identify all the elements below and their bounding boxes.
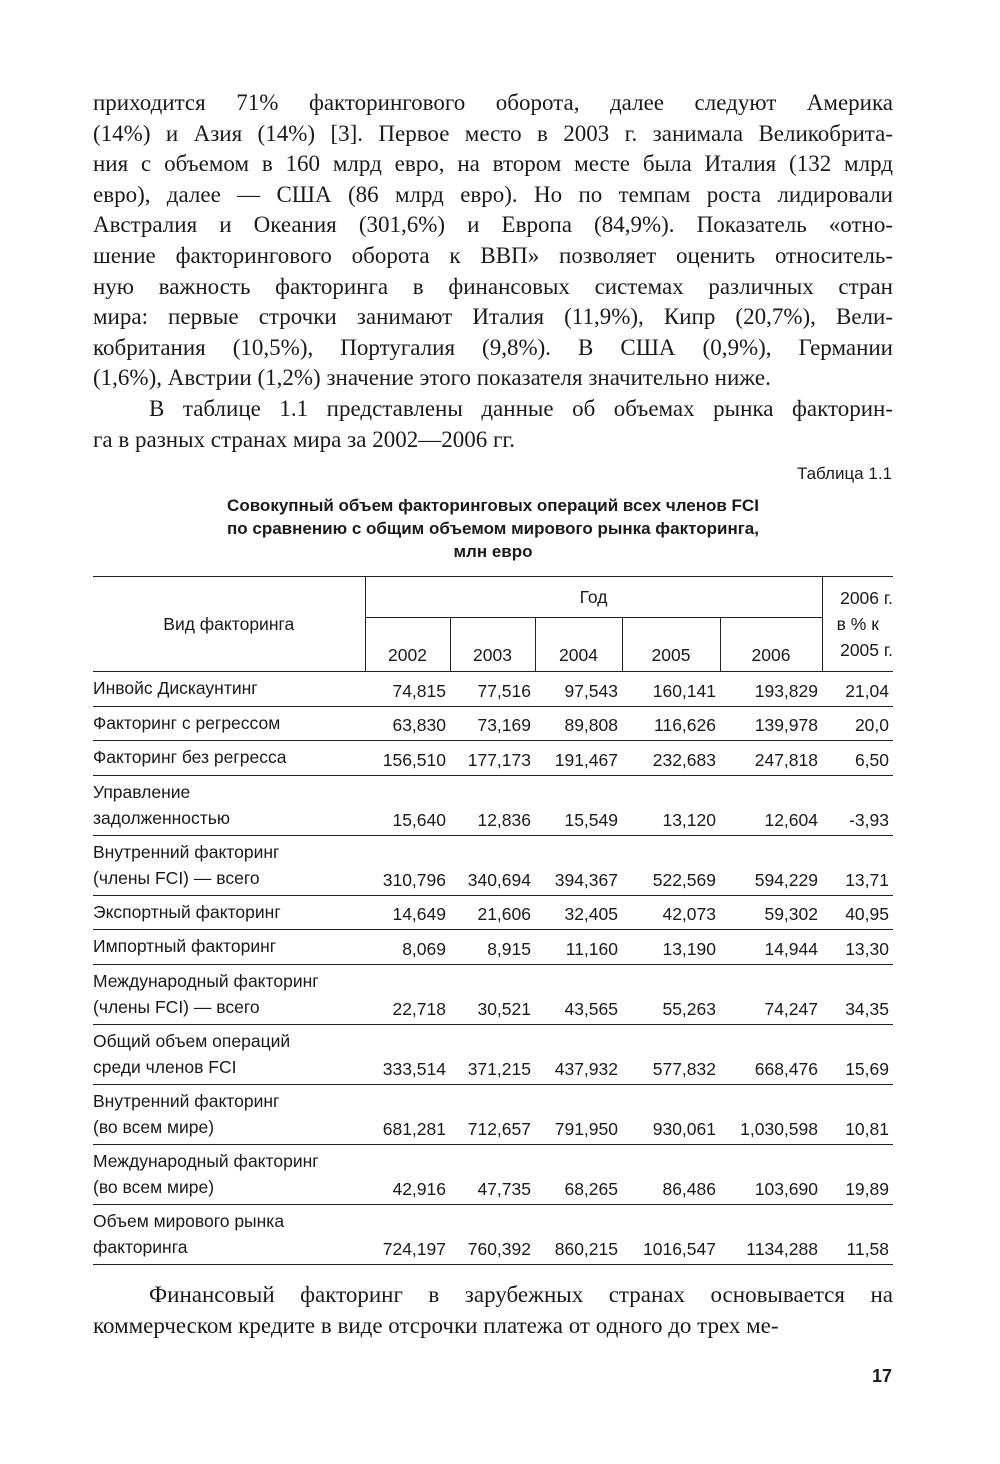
value-cell: 42,916 xyxy=(392,1178,446,1199)
body-paragraph-1 xyxy=(93,88,893,394)
value-cell: 1,030,598 xyxy=(740,1118,818,1139)
value-cell: 15,549 xyxy=(564,809,618,830)
value-cell: 791,950 xyxy=(554,1118,618,1139)
table-row xyxy=(93,706,893,741)
value-cell: 8,069 xyxy=(402,938,446,959)
table-title-line: Совокупный объем факторинговых операций всех членов FCI xyxy=(227,496,759,515)
value-cell: 860,215 xyxy=(554,1238,618,1259)
value-cell: 333,514 xyxy=(382,1058,446,1079)
table-row xyxy=(93,895,893,930)
table-title-line: млн евро xyxy=(453,542,533,561)
value-cell: 42,073 xyxy=(662,904,716,924)
value-cell: 371,215 xyxy=(467,1058,531,1079)
value-cell: 191,467 xyxy=(554,749,618,770)
value-cell: 32,405 xyxy=(564,904,618,924)
value-cell: 55,263 xyxy=(662,998,716,1019)
page-number: 17 xyxy=(871,1366,892,1386)
row-label-line: Внутренний факторинг xyxy=(93,1090,280,1111)
text-line: ния с объемом в 160 млрд евро, на втором месте была Италия (132 млрд xyxy=(93,151,893,177)
value-cell: 310,796 xyxy=(382,869,446,890)
row-label-line: Объем мирового рынка xyxy=(93,1210,285,1231)
value-cell: 13,120 xyxy=(662,809,716,830)
value-cell: 89,808 xyxy=(564,715,618,735)
row-label xyxy=(93,672,365,707)
header-pct-line: в % к xyxy=(836,614,879,634)
row-label xyxy=(93,1084,365,1144)
pct-cell: 10,81 xyxy=(845,1118,889,1139)
value-cell: 724,197 xyxy=(382,1238,446,1259)
table-row xyxy=(93,672,893,707)
factoring-table xyxy=(93,576,893,1265)
header-pct-line: 2006 г. xyxy=(840,588,893,608)
header-type: Вид факторинга xyxy=(93,577,365,672)
row-label-line: Экспортный факторинг xyxy=(93,901,281,922)
value-cell: 681,281 xyxy=(382,1118,446,1139)
pct-cell: 34,35 xyxy=(845,998,889,1019)
row-label xyxy=(93,930,365,965)
text-line: га в разных странах мира за 2002—2006 гг. xyxy=(93,426,515,452)
value-cell: 340,694 xyxy=(467,869,531,890)
value-cell: 232,683 xyxy=(652,749,716,770)
text-line: шение факторингового оборота к ВВП» позволяет оценить относитель- xyxy=(93,242,893,268)
value-cell: 13,190 xyxy=(662,938,716,959)
text-line: приходится 71% факторингового оборота, далее следуют Америка xyxy=(93,90,893,115)
value-cell: 394,367 xyxy=(554,869,618,890)
value-cell: 59,302 xyxy=(764,904,818,924)
value-cell: 12,604 xyxy=(764,809,818,830)
pct-cell: 11,58 xyxy=(846,1238,889,1259)
table-row xyxy=(93,775,893,835)
table-row xyxy=(93,741,893,776)
value-cell: 14,944 xyxy=(764,938,818,959)
row-label-line: Факторинг с регрессом xyxy=(93,712,281,733)
value-cell: 86,486 xyxy=(662,1178,716,1199)
row-label-line: Управление xyxy=(93,781,191,802)
year-header-2002: 2002 xyxy=(365,618,450,672)
value-cell: 712,657 xyxy=(467,1118,531,1139)
row-label xyxy=(93,741,365,776)
row-label-line: (члены FCI) — всего xyxy=(93,996,260,1017)
pct-cell: 6,50 xyxy=(854,749,889,770)
row-label-line: Общий объем операций xyxy=(93,1030,291,1051)
value-cell: 437,932 xyxy=(554,1058,618,1079)
table-row xyxy=(93,1204,893,1264)
row-label-line: Импортный факторинг xyxy=(93,936,277,956)
text-line: коммерческом кредите в виде отсрочки платежа от одного до трех ме- xyxy=(93,1312,779,1338)
value-cell: 160,141 xyxy=(652,680,716,701)
row-label xyxy=(93,1024,365,1084)
row-label xyxy=(93,895,365,930)
value-cell: 103,690 xyxy=(754,1178,818,1199)
body-paragraph-3 xyxy=(93,1280,893,1341)
table-title-line: по сравнению с общим объемом мирового рынка факторинга, xyxy=(227,519,759,538)
text-line: кобритания (10,5%), Португалия (9,8%). В США (0,9%), Германии xyxy=(93,334,893,360)
row-label-line: (члены FCI) — всего xyxy=(93,867,260,888)
table-row xyxy=(93,964,893,1024)
value-cell: 177,173 xyxy=(467,749,531,770)
row-label-line: Инвойс Дискаунтинг xyxy=(93,678,258,698)
value-cell: 522,569 xyxy=(652,869,716,890)
value-cell: 14,649 xyxy=(392,904,446,924)
value-cell: 577,832 xyxy=(652,1058,716,1079)
row-label xyxy=(93,1204,365,1264)
text-line: ную важность факторинга в финансовых системах различных стран xyxy=(93,273,893,299)
value-cell: 930,061 xyxy=(652,1118,716,1139)
value-cell: 22,718 xyxy=(392,998,446,1019)
row-label xyxy=(93,964,365,1024)
year-header-2006: 2006 xyxy=(720,618,822,672)
body-paragraph-2 xyxy=(93,394,893,455)
text-line: Австралия и Океания (301,6%) и Европа (84,9%). Показатель «отно- xyxy=(93,212,893,238)
value-cell: 73,169 xyxy=(477,715,531,735)
row-label-line: задолженностью xyxy=(93,807,231,828)
year-header-2005: 2005 xyxy=(622,618,720,672)
text-line: мира: первые строчки занимают Италия (11,9%), Кипр (20,7%), Вели- xyxy=(93,304,893,330)
header-pct-line: 2005 г. xyxy=(840,640,893,660)
header-year: Год xyxy=(365,577,822,618)
header-pct xyxy=(822,577,893,672)
row-label-line: Международный факторинг xyxy=(93,1150,319,1171)
text-line: евро), далее — США (86 млрд евро). Но по темпам роста лидировали xyxy=(93,181,893,207)
row-label-line: Факторинг без регресса xyxy=(93,747,287,767)
value-cell: 1016,547 xyxy=(643,1238,716,1259)
value-cell: 12,836 xyxy=(477,809,531,830)
row-label-line: факторинга xyxy=(93,1236,188,1257)
pct-cell: 20,0 xyxy=(854,715,889,735)
row-label-line: Международный факторинг xyxy=(93,970,319,991)
value-cell: 11,160 xyxy=(565,938,618,959)
pct-cell: 19,89 xyxy=(845,1178,889,1199)
row-label xyxy=(93,1144,365,1204)
value-cell: 139,978 xyxy=(754,715,818,735)
value-cell: 43,565 xyxy=(564,998,618,1019)
row-label xyxy=(93,706,365,741)
table-row xyxy=(93,1084,893,1144)
value-cell: 74,815 xyxy=(392,680,446,701)
pct-cell: 13,71 xyxy=(845,869,889,890)
text-line: (1,6%), Австрии (1,2%) значение этого показателя значительно ниже. xyxy=(93,365,771,391)
pct-cell: 15,69 xyxy=(845,1058,889,1079)
row-label-line: Внутренний факторинг xyxy=(93,841,280,862)
value-cell: 30,521 xyxy=(477,998,531,1019)
value-cell: 97,543 xyxy=(564,680,618,701)
table-title xyxy=(93,494,893,563)
value-cell: 8,915 xyxy=(487,938,531,959)
table-number: Таблица 1.1 xyxy=(796,464,892,483)
value-cell: 247,818 xyxy=(754,749,818,770)
table-row xyxy=(93,1144,893,1204)
pct-cell: 13,30 xyxy=(845,938,889,959)
row-label-line: (во всем мире) xyxy=(93,1116,215,1137)
value-cell: 77,516 xyxy=(477,680,531,701)
year-header-2003: 2003 xyxy=(450,618,535,672)
value-cell: 668,476 xyxy=(754,1058,818,1079)
table-row xyxy=(93,930,893,965)
pct-cell: 21,04 xyxy=(845,680,889,701)
text-line: В таблице 1.1 представлены данные об объемах рынка факторин- xyxy=(149,396,893,421)
value-cell: 21,606 xyxy=(477,904,531,924)
table-row xyxy=(93,1024,893,1084)
value-cell: 15,640 xyxy=(392,809,446,830)
value-cell: 63,830 xyxy=(392,715,446,735)
pct-cell: 40,95 xyxy=(845,904,889,924)
text-line: Финансовый факторинг в зарубежных странах основывается на xyxy=(149,1282,893,1307)
year-header-2004: 2004 xyxy=(535,618,622,672)
row-label-line: (во всем мире) xyxy=(93,1176,215,1197)
row-label-line: среди членов FCI xyxy=(93,1056,237,1077)
value-cell: 760,392 xyxy=(467,1238,531,1259)
value-cell: 47,735 xyxy=(477,1178,531,1199)
row-label xyxy=(93,775,365,835)
pct-cell: -3,93 xyxy=(849,809,889,830)
table-row xyxy=(93,835,893,895)
value-cell: 156,510 xyxy=(382,749,446,770)
value-cell: 68,265 xyxy=(564,1178,618,1199)
row-label xyxy=(93,835,365,895)
value-cell: 74,247 xyxy=(764,998,818,1019)
value-cell: 1134,288 xyxy=(746,1238,818,1259)
text-line: (14%) и Азия (14%) [3]. Первое место в 2003 г. занимала Великобрита- xyxy=(93,120,893,146)
value-cell: 116,626 xyxy=(654,715,716,735)
value-cell: 594,229 xyxy=(754,869,818,890)
value-cell: 193,829 xyxy=(754,680,818,701)
